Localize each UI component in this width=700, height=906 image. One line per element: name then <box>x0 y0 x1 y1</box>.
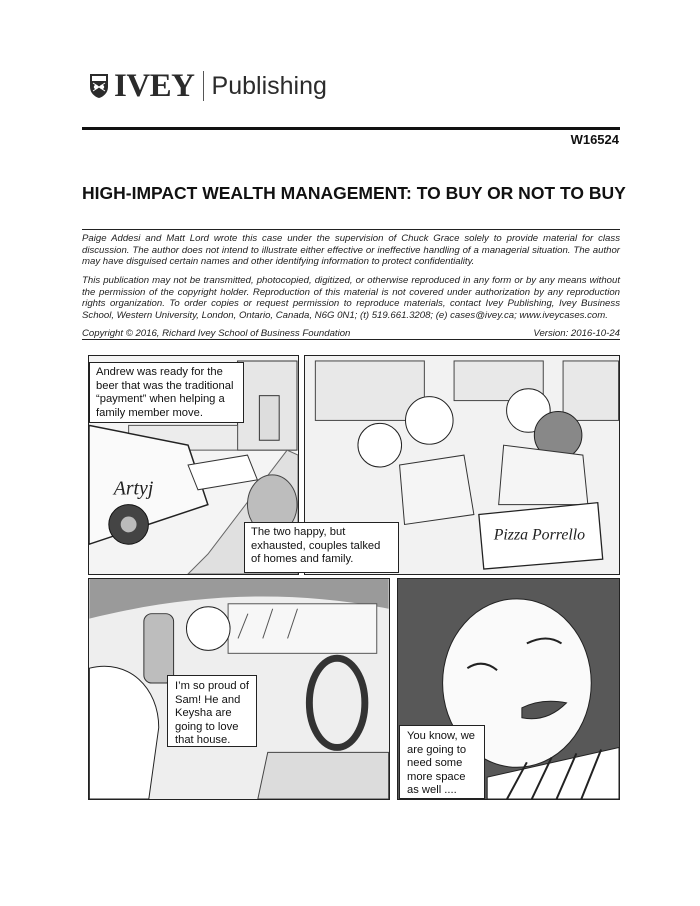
case-number: W16524 <box>570 132 619 147</box>
shield-crest-icon <box>89 73 109 99</box>
caption-car: I’m so proud of Sam! He and Keysha are going to love that house. <box>167 675 257 747</box>
version-label: Version: 2016-10-24 <box>533 328 620 339</box>
caption-couples: The two happy, but exhausted, couples talked of homes and family. <box>244 522 399 573</box>
ivey-publishing-logo <box>89 69 327 103</box>
copyright-row <box>82 328 620 339</box>
logo-division: Publishing <box>211 71 327 100</box>
document-title: HIGH-IMPACT WEALTH MANAGEMENT: TO BUY OR NOT TO BUY <box>82 183 626 203</box>
copyright-line: Copyright © 2016, Richard Ivey School of Business Foundation <box>82 328 351 339</box>
authorship-note: Paige Addesi and Matt Lord wrote this case under the supervision of Chuck Grace solely to provide material for class discussion. The author does not intend to illustrate either effective or ineffective handling of a managerial situation. The author may have disguised certain names and other identifying information to protect confidentiality. <box>82 233 620 267</box>
caption-closeup: You know, we are going to need some more space as well .... <box>399 725 485 799</box>
svg-text:Pizza Porrello: Pizza Porrello <box>493 526 586 544</box>
logo-wordmark: IVEY <box>114 67 195 104</box>
copyright-notice: This publication may not be transmitted, photocopied, digitized, or otherwise reproduced in any form or by any means without the permission of the copyright holder. Reproduction of this material is not covered under authorization by any reproduction rights organization. To order copies or request permission to reproduce materials, contact Ivey Publishing, Ivey Business School, Western University, London, Ontario, Canada, N6G 0N1; (t) 519.661.3208; (e) cases@ivey.ca; www.iveycases.com. <box>82 275 620 321</box>
logo-divider <box>203 71 204 101</box>
copyright-rule <box>82 339 620 340</box>
title-rule <box>82 229 620 230</box>
caption-moving-truck: Andrew was ready for the beer that was the traditional “payment” when helping a family member move. <box>89 362 244 423</box>
header-rule <box>82 127 620 130</box>
svg-text:Artyj: Artyj <box>113 477 154 500</box>
